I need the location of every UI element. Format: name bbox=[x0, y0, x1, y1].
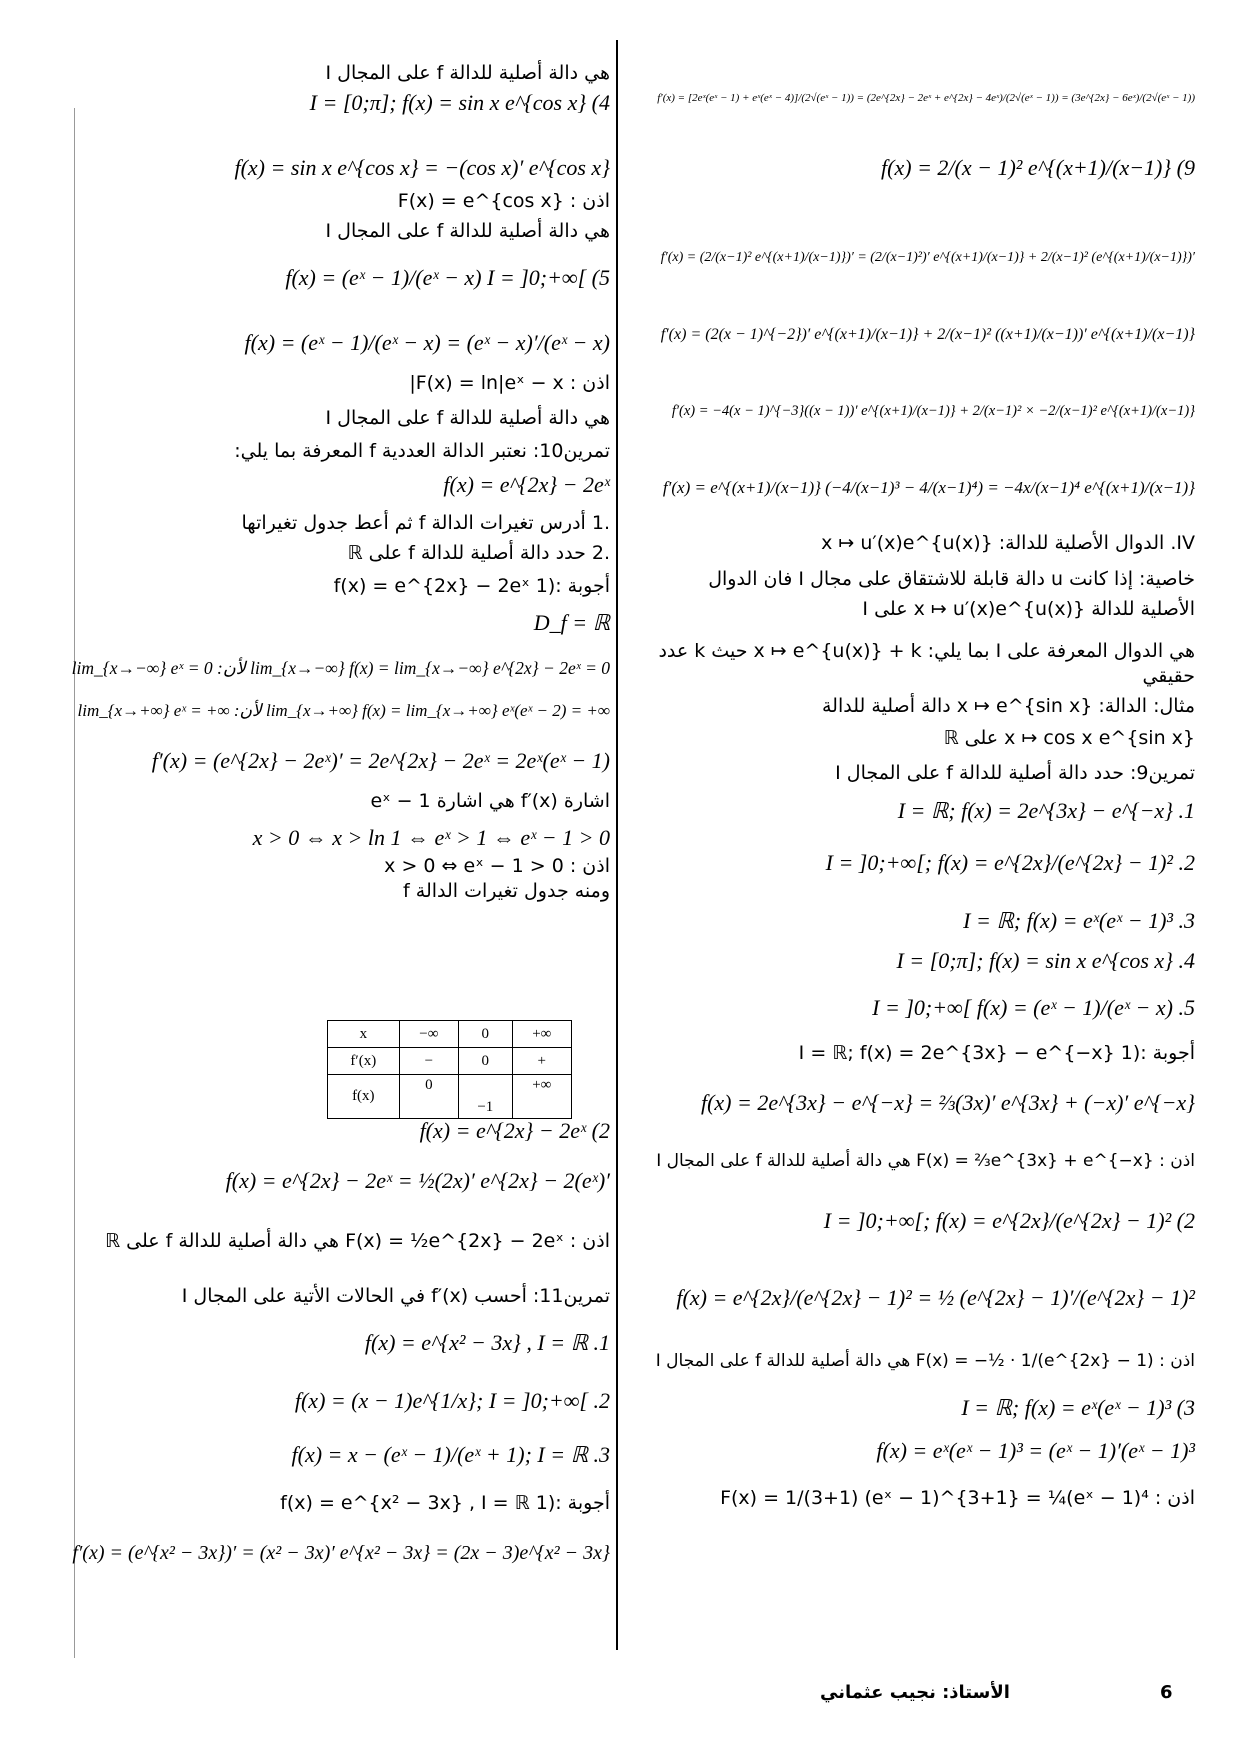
text-line: ومنه جدول تغيرات الدالة f bbox=[403, 880, 610, 902]
text-line: اذن : F(x) = 1/(3+1) (eˣ − 1)^{3+1} = ¼(eˣ − 1)⁴ bbox=[720, 1487, 1195, 1509]
math-line: I = ℝ; f(x) = 2e^{3x} − e^{−x} .1 bbox=[897, 798, 1195, 823]
math-line: f(x) = 2/(x − 1)² e^{(x+1)/(x−1)} (9 bbox=[881, 155, 1195, 180]
variation-cell: −∞ bbox=[399, 1021, 458, 1048]
text-line: اذن : F(x) = ½e^{2x} − 2eˣ هي دالة أصلية للدالة f على ℝ bbox=[105, 1230, 610, 1252]
math-line: f′(x) = e^{(x+1)/(x−1)} (−4/(x−1)³ − 4/(x−1)⁴) = −4x/(x−1)⁴ e^{(x+1)/(x−1)} bbox=[662, 478, 1195, 497]
math-line: f(x) = (eˣ − 1)/(eˣ − x) = (eˣ − x)′/(eˣ − x) bbox=[244, 330, 610, 355]
variation-cell: x bbox=[328, 1021, 400, 1048]
text-line: مثال: الدالة: x ↦ e^{sin x} دالة أصلية للدالة bbox=[822, 695, 1195, 717]
math-line: f(x) = e^{2x} − 2eˣ bbox=[443, 472, 610, 497]
text-line: أجوبة :(1 I = ℝ; f(x) = 2e^{3x} − e^{−x} bbox=[798, 1042, 1195, 1064]
math-line: f′(x) = (2/(x−1)² e^{(x+1)/(x−1)})′ = (2/(x−1)²)′ e^{(x+1)/(x−1)} + 2/(x−1)² (e^{(x+1)/(x−1)})′ bbox=[660, 250, 1195, 265]
math-line: f(x) = sin x e^{cos x} = −(cos x)′ e^{cos x} bbox=[234, 155, 610, 180]
text-line: تمرين10: نعتبر الدالة العددية f المعرفة بما يلي: bbox=[234, 440, 610, 462]
text-line: اذن : F(x) = ln|eˣ − x| bbox=[409, 372, 610, 394]
math-line: I = ]0;+∞[ f(x) = (eˣ − 1)/(eˣ − x) .5 bbox=[872, 995, 1195, 1020]
variation-cell: +∞ bbox=[512, 1075, 571, 1119]
math-line: lim_{x→+∞} eˣ = +∞ :لأن lim_{x→+∞} f(x) = lim_{x→+∞} eˣ(eˣ − 2) = +∞ bbox=[77, 701, 610, 720]
math-line: f′(x) = (e^{x² − 3x})′ = (x² − 3x)′ e^{x² − 3x} = (2x − 3)e^{x² − 3x} bbox=[72, 1542, 610, 1564]
variation-table-row-derivative bbox=[328, 1048, 572, 1075]
text-line: هي دالة أصلية للدالة f على المجال I bbox=[325, 62, 610, 84]
math-line: D_f = ℝ bbox=[533, 610, 610, 635]
author-name: الأستاذ: نجيب عثماني bbox=[820, 1682, 1010, 1703]
variation-cell: 0 bbox=[459, 1048, 513, 1075]
math-line: f(x) = (x − 1)e^{1/x}; I = ]0;+∞[ .2 bbox=[294, 1388, 610, 1413]
variation-cell: −1 bbox=[459, 1075, 513, 1119]
variation-cell: + bbox=[512, 1048, 571, 1075]
variation-table bbox=[327, 1020, 572, 1119]
variation-cell: 0 bbox=[459, 1021, 513, 1048]
math-line: f(x) = (eˣ − 1)/(eˣ − x) I = ]0;+∞[ (5 bbox=[285, 265, 610, 290]
text-line: خاصية: إذا كانت u دالة قابلة للاشتقاق على مجال I فان الدوال bbox=[708, 568, 1195, 590]
math-line: f(x) = e^{2x} − 2eˣ (2 bbox=[419, 1118, 610, 1143]
math-line: f(x) = e^{2x} − 2eˣ = ½(2x)′ e^{2x} − 2(eˣ)′ bbox=[225, 1168, 610, 1193]
text-line: اذن : x > 0 ⇔ eˣ − 1 > 0 bbox=[384, 855, 610, 877]
left-margin-line bbox=[74, 108, 75, 1658]
variation-cell: f(x) bbox=[328, 1075, 400, 1119]
variation-cell: − bbox=[399, 1048, 458, 1075]
math-line: f′(x) = (2(x − 1)^{−2})′ e^{(x+1)/(x−1)} + 2/(x−1)² ((x+1)/(x−1))′ e^{(x+1)/(x−1)} bbox=[660, 326, 1195, 343]
text-line: اذن : F(x) = ⅔e^{3x} + e^{−x} هي دالة أصلية للدالة f على المجال I bbox=[656, 1151, 1195, 1171]
math-line: lim_{x→−∞} eˣ = 0 :لأن lim_{x→−∞} f(x) = lim_{x→−∞} e^{2x} − 2eˣ = 0 bbox=[71, 658, 610, 678]
variation-table-row-function bbox=[328, 1075, 572, 1119]
text-line: هي الدوال المعرفة على I بما يلي: x ↦ e^{u(x)} + k حيث k عدد bbox=[658, 640, 1195, 662]
math-line: f′(x) = (e^{2x} − 2eˣ)′ = 2e^{2x} − 2eˣ = 2eˣ(eˣ − 1) bbox=[151, 748, 610, 773]
math-line: I = ℝ; f(x) = eˣ(eˣ − 1)³ (3 bbox=[961, 1395, 1195, 1420]
math-line: f(x) = 2e^{3x} − e^{−x} = ⅔(3x)′ e^{3x} + (−x)′ e^{−x} bbox=[700, 1090, 1195, 1115]
math-line: f(x) = e^{2x}/(e^{2x} − 1)² = ½ (e^{2x} − 1)′/(e^{2x} − 1)² bbox=[676, 1285, 1195, 1310]
math-line: I = ]0;+∞[; f(x) = e^{2x}/(e^{2x} − 1)² .2 bbox=[825, 850, 1195, 875]
math-line: f(x) = x − (eˣ − 1)/(eˣ + 1); I = ℝ .3 bbox=[291, 1442, 610, 1467]
column-divider bbox=[616, 40, 618, 1650]
math-line: I = [0;π]; f(x) = sin x e^{cos x} .4 bbox=[896, 948, 1195, 973]
variation-cell: f′(x) bbox=[328, 1048, 400, 1075]
variation-cell: 0 bbox=[399, 1075, 458, 1119]
math-line: I = ℝ; f(x) = eˣ(eˣ − 1)³ .3 bbox=[963, 908, 1195, 933]
math-line: f(x) = e^{x² − 3x} , I = ℝ .1 bbox=[364, 1330, 610, 1355]
text-line: .2 حدد دالة أصلية للدالة f على ℝ bbox=[347, 542, 610, 564]
text-line: أجوبة :(1 f(x) = e^{x² − 3x} , I = ℝ bbox=[280, 1492, 610, 1514]
text-line: تمرين9: حدد دالة أصلية للدالة f على المجال I bbox=[835, 762, 1195, 784]
text-line: اشارة f′(x) هي اشارة eˣ − 1 bbox=[370, 790, 610, 812]
text-line: هي دالة أصلية للدالة f على المجال I bbox=[325, 407, 610, 429]
math-line: f(x) = eˣ(eˣ − 1)³ = (eˣ − 1)′(eˣ − 1)³ bbox=[876, 1438, 1195, 1463]
math-line: x > 0 ⇔ x > ln 1 ⇔ eˣ > 1 ⇔ eˣ − 1 > 0 bbox=[252, 825, 610, 850]
text-line: هي دالة أصلية للدالة f على المجال I bbox=[325, 220, 610, 242]
text-line: أجوبة :(1 f(x) = e^{2x} − 2eˣ bbox=[333, 575, 610, 597]
text-line: اذن : F(x) = −½ · 1/(e^{2x} − 1) هي دالة أصلية للدالة f على المجال I bbox=[655, 1351, 1195, 1371]
text-line: x ↦ cos x e^{sin x} على ℝ bbox=[943, 727, 1195, 749]
variation-cell: +∞ bbox=[512, 1021, 571, 1048]
text-line: اذن : F(x) = e^{cos x} bbox=[397, 190, 610, 212]
text-line: حقيقي bbox=[1142, 665, 1195, 687]
text-line: IV. الدوال الأصلية للدالة: x ↦ u′(x)e^{u(x)} bbox=[821, 532, 1195, 554]
math-line: I = [0;π]; f(x) = sin x e^{cos x} (4 bbox=[309, 90, 610, 115]
page-number: 6 bbox=[1160, 1682, 1173, 1703]
math-line: I = ]0;+∞[; f(x) = e^{2x}/(e^{2x} − 1)² (2 bbox=[823, 1208, 1195, 1233]
math-line: f′(x) = −4(x − 1)^{−3}((x − 1))′ e^{(x+1)/(x−1)} + 2/(x−1)² × −2/(x−1)² e^{(x+1)/(x−1)} bbox=[671, 403, 1195, 419]
text-line: تمرين11: أحسب f′(x) في الحالات الأتية على المجال I bbox=[181, 1285, 610, 1307]
text-line: .1 أدرس تغيرات الدالة f ثم أعط جدول تغيراتها bbox=[241, 512, 610, 534]
variation-table-row-x bbox=[328, 1021, 572, 1048]
text-line: الأصلية للدالة x ↦ u′(x)e^{u(x)} على I bbox=[862, 598, 1195, 620]
math-line: f′(x) = [2eˣ(eˣ − 1) + eˣ(eˣ − 4)]/(2√(eˣ − 1)) = (2e^{2x} − 2eˣ + e^{2x} − 4eˣ)/(2√(eˣ − 1)) = (3e^{2x} − 6eˣ)/(2√(eˣ − 1)) bbox=[657, 92, 1195, 104]
